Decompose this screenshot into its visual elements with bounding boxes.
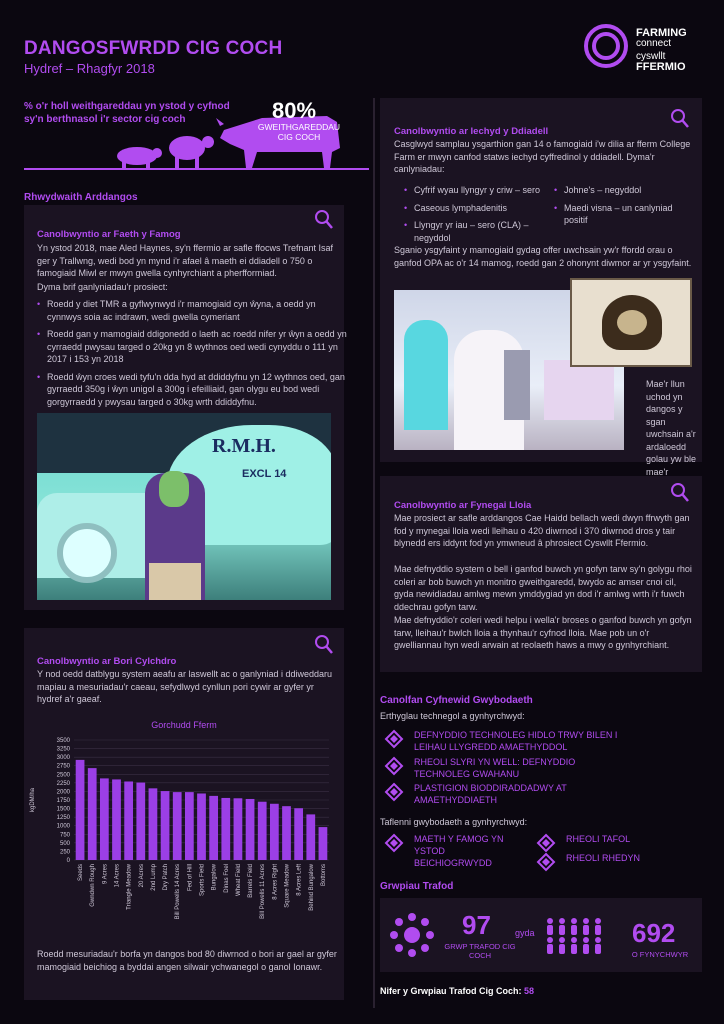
page-subtitle: Hydref – Rhagfyr 2018: [24, 61, 155, 76]
x-tick-label: Triangle Meadow: [126, 864, 133, 910]
x-tick-label: Gwndwn Rough: [90, 864, 97, 907]
logo-text-line1: FARMING: [636, 27, 687, 39]
bar: [282, 806, 291, 860]
bar: [258, 802, 267, 860]
factsheet-title: RHEOLI RHEDYN: [566, 853, 641, 863]
y-tick-label: 1000: [56, 823, 70, 830]
iechyd-card: [380, 98, 702, 477]
bar: [149, 788, 158, 860]
grwpiau-card: [380, 898, 702, 972]
bori-title: Canolbwyntio ar Bori Cylchdro: [37, 656, 177, 667]
factsheet-link[interactable]: [536, 852, 686, 872]
banner-underline: [24, 168, 369, 170]
article-link[interactable]: [384, 756, 644, 780]
photo-text-excl: EXCL 14: [242, 468, 287, 480]
x-tick-label: Dinas Foel: [223, 864, 230, 893]
bar: [209, 796, 218, 860]
members-label: O FYNYCHWYR: [631, 950, 689, 959]
bar: [221, 798, 230, 860]
search-icon[interactable]: [670, 482, 690, 504]
iechyd-title: Canolbwyntio ar Iechyd y Ddiadell: [394, 126, 549, 137]
bar: [76, 760, 85, 860]
bar: [319, 827, 328, 860]
search-icon[interactable]: [670, 108, 690, 130]
ffynegai-card: [380, 476, 702, 672]
factsheet-link[interactable]: [384, 833, 514, 869]
x-tick-label: Bungalow: [211, 864, 218, 891]
x-tick-label: Wheat Field: [235, 864, 242, 897]
factsheet-title: RHEOLI TAFOL: [566, 834, 631, 844]
group-circle-icon: [390, 913, 434, 957]
factsheet-link[interactable]: [536, 833, 686, 853]
gorchudd-fferm-bar-chart: [24, 734, 344, 934]
x-tick-label: 8 Acres Left: [296, 864, 303, 896]
list-item: • Maedi visna – un canlyniad positif: [564, 202, 694, 227]
x-tick-label: Bill Powells 14 Acres: [175, 864, 182, 920]
y-tick-label: 2250: [56, 780, 70, 787]
y-tick-label: 0: [66, 858, 70, 864]
iechyd-outro: Sganio ysgyfaint y mamogiaid gydag offer uwchsain yw'r ffordd orau o ganfod OPA ac o'r 14 mamog, roedd gan 2 ohonynt diwmor ar yr ysgyfaint.: [394, 245, 692, 268]
ffynegai-title: Canolbwyntio ar Fynegai Lloia: [394, 500, 532, 511]
column-divider: [373, 98, 375, 1008]
y-tick-label: 3000: [56, 755, 70, 762]
article-link[interactable]: [384, 729, 644, 753]
bar: [161, 791, 170, 860]
bar: [173, 792, 182, 860]
search-icon[interactable]: [314, 634, 334, 656]
x-tick-label: Fed of Hill: [187, 864, 194, 892]
article-title: PLASTIGION BIODDIRADDADWY AT AMAETHYDDIAETH: [414, 783, 567, 805]
x-tick-label: 20 Acres: [138, 864, 145, 888]
x-tick-label: Square Meadow: [284, 864, 291, 908]
bar: [197, 793, 206, 860]
y-tick-label: 750: [59, 832, 70, 839]
bar: [112, 779, 121, 860]
list-item: • Caseous lymphadenitis: [414, 202, 544, 215]
footer-value: 58: [524, 986, 535, 996]
bar: [306, 814, 315, 860]
logo-text-line2: connect: [636, 38, 672, 49]
faeth-card: [24, 205, 347, 610]
bar: [185, 792, 194, 860]
bar: [100, 778, 109, 860]
x-tick-label: 14 Acres: [114, 864, 121, 888]
groups-count: 97: [462, 910, 491, 940]
list-item: • Roedd ŵyn croes wedi tyfu'n dda hyd at ddiddyfnu yn 12 wythnos oed, gan gyrraedd 350g i ŵyn unigol a 300g i efeilliaid, gan olygu eu bod wedi gorgyrraedd y pwysau targed o 30kg wrth ddiddyfnu.: [47, 371, 347, 409]
faeth-bullets: [37, 298, 347, 413]
photo-text-rmh: R.M.H.: [212, 435, 276, 457]
x-tick-label: 2nd Lump: [150, 864, 157, 891]
people-icon: [545, 916, 615, 956]
y-tick-label: 1250: [56, 815, 70, 822]
farming-connect-logo[interactable]: [584, 24, 702, 78]
members-count: 692: [632, 918, 676, 948]
y-tick-label: 1750: [56, 798, 70, 804]
document-icon: [536, 852, 556, 872]
article-link[interactable]: [384, 782, 644, 806]
x-tick-label: 9 Acres: [102, 864, 109, 885]
document-icon: [536, 833, 556, 853]
y-axis-label: kgDM/ha: [30, 787, 36, 813]
x-tick-label: Barrels Field: [248, 864, 255, 898]
x-tick-label: Bill Powells 11 Acres: [260, 864, 267, 919]
x-tick-label: Dry Patch: [163, 864, 170, 891]
bori-intro: Y nod oedd datblygu system aeafu ar laswellt ac o ganlyniad i ddiweddaru mapiau a mesuriadau'r caeau, sefydlwyd cynllun pori cywir ar gyfer yr hydref a'r gaeaf.: [37, 669, 333, 704]
with-label: gyda: [515, 928, 535, 938]
x-tick-label: Behind Bungalow: [308, 864, 315, 911]
ffynegai-p3: Mae defnyddio'r coleri wedi helpu i wella'r broses o ganfod buwch yn gofyn tarw, lleihau'r bwlch lloia a thynhau'r cyfnod lloia. Mae pob un o'r gwelliannau hyn wedi arwain at reolaeth haws a mwy o gynhyrchiant.: [394, 615, 692, 650]
percent-value: 80%: [272, 98, 317, 123]
iechyd-bullets-left: [404, 184, 544, 249]
y-tick-label: 2750: [56, 763, 70, 770]
bar: [294, 808, 303, 860]
bori-outro: Roedd mesuriadau'r borfa yn dangos bod 80 diwrnod o bori ar gael ar gyfer mamogiaid beichiog a byddai angen silwair ychwanegol o ganol Ionawr.: [37, 949, 337, 972]
canolfan-title: Canolfan Cyfnewid Gwybodaeth: [380, 695, 533, 706]
ffynegai-p1: Mae prosiect ar safle arddangos Cae Haidd bellach wedi dwyn ffrwyth gan fod y mynegai lloia wedi lleihau o 420 diwrnod i 370 diwrnod dros y tair blynedd ers iddynt fod yn ymwneud â phrosiect Cyswllt Ffermio.: [394, 513, 690, 548]
footer-label: Nifer y Grwpiau Trafod Cig Coch:: [380, 986, 522, 996]
iechyd-caption: Mae'r llun uchod yn dangos y sgan uwchsain a'r ardaloedd golau yw ble mae'r: [646, 379, 697, 477]
chart-title: Gorchudd Fferm: [151, 720, 217, 730]
y-tick-label: 1500: [56, 806, 70, 813]
grwpiau-title: Grwpiau Trafod: [380, 881, 454, 892]
list-item: • Llyngyr yr iau – sero (CLA) – negyddol: [414, 219, 544, 244]
feed-mixer-photo: [37, 413, 331, 600]
articles-lead: Erthyglau technegol a gynhyrchwyd:: [380, 711, 525, 721]
x-tick-label: Seeds: [78, 864, 85, 882]
list-item: • Cyfrif wyau llyngyr y criw – sero: [414, 184, 544, 197]
y-tick-label: 250: [59, 849, 70, 856]
bar: [234, 798, 243, 860]
stat-banner-text: % o'r holl weithgareddau yn ystod y cyfnod sy'n berthnasol i'r sector cig coch: [24, 101, 230, 125]
bori-card: [24, 628, 344, 1000]
y-tick-label: 3250: [56, 746, 70, 753]
logo-inner-ring-icon: [592, 32, 620, 60]
bar: [88, 768, 97, 860]
logo-text-line4: FFERMIO: [636, 61, 686, 73]
ultrasound-scan-image: [570, 278, 692, 367]
percent-label: GWEITHGAREDDAU CIG COCH: [257, 122, 341, 142]
x-tick-label: 8 Acres Right: [272, 864, 279, 900]
document-icon: [384, 833, 404, 853]
footer-groups-count: [380, 986, 534, 996]
x-tick-label: Sports Field: [199, 864, 206, 897]
y-tick-label: 2000: [56, 789, 70, 796]
factsheets-lead: Taflenni gwybodaeth a gynhyrchwyd:: [380, 817, 528, 827]
stat-banner: [24, 98, 344, 170]
logo-text-line3: cyswllt: [636, 51, 666, 62]
bar: [246, 799, 255, 860]
search-icon[interactable]: [314, 209, 334, 231]
list-item: • Roedd gan y mamogiaid ddigonedd o laeth ac roedd nifer yr ŵyn a oedd yn cyrraedd pwysau targed o 20kg yn 8 wythnos oed wedi cynyddu o 111 yn 2017 i 153 yn 2018: [47, 328, 347, 366]
y-tick-label: 500: [59, 840, 70, 847]
article-title: DEFNYDDIO TECHNOLEG HIDLO TRWY BILEN I LEIHAU LLYGREDD AMAETHYDDOL: [414, 730, 618, 752]
y-tick-label: 3500: [56, 738, 70, 744]
document-icon: [384, 782, 404, 802]
list-item: • Roedd y diet TMR a gyflwynwyd i'r mamogiaid cyn ŵyna, a oedd yn cynnwys soia ac indrawn, wedi gwella cymeriant: [47, 298, 347, 323]
list-item: • Johne's – negyddol: [564, 184, 694, 197]
network-heading: Rhwydwaith Arddangos: [24, 192, 138, 203]
x-tick-label: Bottoms: [320, 864, 327, 887]
factsheet-title: MAETH Y FAMOG YN YSTOD BEICHIOGRWYDD: [414, 834, 504, 868]
document-icon: [384, 729, 404, 749]
ffynegai-p2: Mae defnyddio system o bell i ganfod buwch yn gofyn tarw sy'n golygu rhoi coleri ar bob buwch yn monitro gweithgaredd, bwydo ac amser cnoi cil, gyda newidiadau amlwg mewn ymddygiad yn dod i'r amlwg wrth i'r fuwch ddechrau gofyn tarw.: [394, 564, 692, 612]
faeth-lead: Dyma brif ganlyniadau'r prosiect:: [37, 282, 168, 292]
bar: [270, 804, 279, 860]
page-title: DANGOSFWRDD CIG COCH: [24, 38, 283, 59]
bar: [124, 781, 133, 860]
iechyd-intro: Casglwyd samplau ysgarthion gan 14 o famogiaid i'w dilia ar fferm College Farm er mwyn canfod statws iechyd cyffredinol y ddiadell. Dyma'r canlyniadau:: [394, 139, 691, 174]
faeth-title: Canolbwyntio ar Faeth y Famog: [37, 229, 181, 240]
faeth-intro: Yn ystod 2018, mae Aled Haynes, sy'n ffermio ar safle ffocws Trefnant Isaf ger y Trallwng, wedi bod yn mynd i'r afael â maeth ei ddiadell o 750 o famogiaid Miwl er mwyn gwella cynhyrchiant a pherfformiad.: [37, 243, 334, 278]
y-tick-label: 2500: [56, 772, 70, 779]
groups-label: GRWP TRAFOD CIG COCH: [444, 942, 516, 960]
article-title: RHEOLI SLYRI YN WELL: DEFNYDDIO TECHNOLEG GWAHANU: [414, 757, 576, 779]
bar: [136, 783, 145, 860]
document-icon: [384, 756, 404, 776]
iechyd-bullets-right: [554, 184, 694, 232]
